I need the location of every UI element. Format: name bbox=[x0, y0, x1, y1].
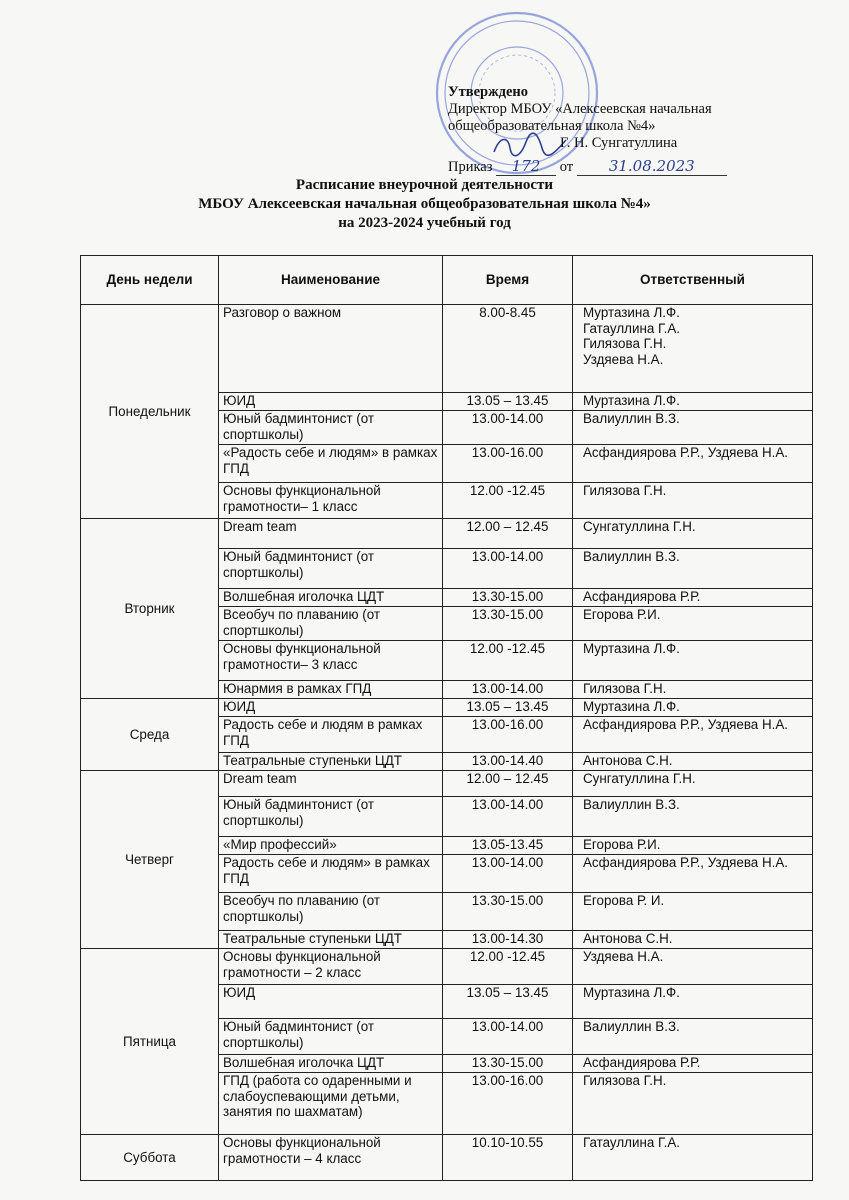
time-cell: 13.00-14.00 bbox=[443, 855, 573, 893]
table-header-row bbox=[81, 256, 813, 305]
activity-name-cell: Юный бадминтонист (от спортшколы) bbox=[219, 549, 443, 589]
activity-name-cell: Основы функциональной грамотности– 1 класс bbox=[219, 483, 443, 519]
responsible-cell: Егорова Р. И. bbox=[573, 893, 813, 931]
responsible-cell: Муртазина Л.Ф. bbox=[573, 641, 813, 681]
time-cell: 13.00-14.40 bbox=[443, 753, 573, 771]
activity-name-cell: Театральные ступеньки ЦДТ bbox=[219, 753, 443, 771]
time-cell: 13.00-14.00 bbox=[443, 797, 573, 837]
approval-title: Утверждено bbox=[448, 84, 528, 100]
order-number: 172 bbox=[496, 158, 556, 176]
activity-name-cell: ГПД (работа со одаренными и слабоуспевающими детьми, занятия по шахматам) bbox=[219, 1073, 443, 1135]
column-header-time: Время bbox=[443, 256, 573, 305]
day-cell: Вторник bbox=[81, 519, 219, 699]
day-cell: Суббота bbox=[81, 1135, 219, 1181]
table-row bbox=[81, 1135, 813, 1181]
time-cell: 13.30-15.00 bbox=[443, 607, 573, 641]
time-cell: 13.00-14.00 bbox=[443, 549, 573, 589]
responsible-cell: Гилязова Г.Н. bbox=[573, 483, 813, 519]
time-cell: 13.05 – 13.45 bbox=[443, 393, 573, 411]
title-line-2: МБОУ Алексеевская начальная общеобразовательная школа №4» bbox=[198, 196, 651, 212]
time-cell: 13.00-16.00 bbox=[443, 1073, 573, 1135]
activity-name-cell: Основы функциональной грамотности– 3 класс bbox=[219, 641, 443, 681]
approval-order bbox=[448, 158, 778, 176]
time-cell: 13.05 – 13.45 bbox=[443, 985, 573, 1019]
activity-name-cell: Радость себе и людям в рамках ГПД bbox=[219, 717, 443, 753]
responsible-cell: Егорова Р.И. bbox=[573, 837, 813, 855]
activity-name-cell: Всеобуч по плаванию (от спортшколы) bbox=[219, 893, 443, 931]
approval-block bbox=[448, 84, 778, 176]
day-cell: Пятница bbox=[81, 949, 219, 1135]
responsible-cell: Сунгатуллина Г.Н. bbox=[573, 519, 813, 549]
time-cell: 12.00 -12.45 bbox=[443, 483, 573, 519]
responsible-cell: Муртазина Л.Ф. bbox=[573, 985, 813, 1019]
activity-name-cell: Волшебная иголочка ЦДТ bbox=[219, 1055, 443, 1073]
time-cell: 13.00-14.00 bbox=[443, 1019, 573, 1055]
activity-name-cell: Основы функциональной грамотности – 4 класс bbox=[219, 1135, 443, 1181]
approval-director-name: Г. Н. Сунгатуллина bbox=[560, 135, 678, 151]
column-header-day: День недели bbox=[81, 256, 219, 305]
responsible-cell: Антонова С.Н. bbox=[573, 931, 813, 949]
responsible-cell: Егорова Р.И. bbox=[573, 607, 813, 641]
day-cell: Среда bbox=[81, 699, 219, 771]
responsible-cell: Гилязова Г.Н. bbox=[573, 681, 813, 699]
responsible-cell: Валиуллин В.З. bbox=[573, 797, 813, 837]
approval-line-1: Директор МБОУ «Алексеевская начальная bbox=[448, 101, 712, 117]
order-label: Приказ bbox=[448, 159, 493, 175]
time-cell: 12.00 – 12.45 bbox=[443, 771, 573, 797]
responsible-cell: Асфандиярова Р.Р., Уздяева Н.А. bbox=[573, 445, 813, 483]
responsible-cell: Асфандиярова Р.Р. bbox=[573, 1055, 813, 1073]
activity-name-cell: Dream team bbox=[219, 519, 443, 549]
responsible-cell: Сунгатуллина Г.Н. bbox=[573, 771, 813, 797]
activity-name-cell: Разговор о важном bbox=[219, 305, 443, 393]
activity-name-cell: Театральные ступеньки ЦДТ bbox=[219, 931, 443, 949]
table-row bbox=[81, 771, 813, 797]
title-line-3: на 2023-2024 учебный год bbox=[338, 215, 511, 231]
activity-name-cell: Юный бадминтонист (от спортшколы) bbox=[219, 1019, 443, 1055]
activity-name-cell: Радость себе и людям» в рамках ГПД bbox=[219, 855, 443, 893]
activity-name-cell: «Мир профессий» bbox=[219, 837, 443, 855]
time-cell: 13.00-14.00 bbox=[443, 681, 573, 699]
activity-name-cell: Юный бадминтонист (от спортшколы) bbox=[219, 411, 443, 445]
time-cell: 13.00-16.00 bbox=[443, 445, 573, 483]
column-header-name: Наименование bbox=[219, 256, 443, 305]
time-cell: 12.00 -12.45 bbox=[443, 949, 573, 985]
activity-name-cell: Юный бадминтонист (от спортшколы) bbox=[219, 797, 443, 837]
responsible-cell: Муртазина Л.Ф. bbox=[573, 699, 813, 717]
time-cell: 12.00 -12.45 bbox=[443, 641, 573, 681]
table-row bbox=[81, 519, 813, 549]
table-row bbox=[81, 305, 813, 393]
activity-name-cell: Всеобуч по плаванию (от спортшколы) bbox=[219, 607, 443, 641]
time-cell: 13.05 – 13.45 bbox=[443, 699, 573, 717]
table-row bbox=[81, 699, 813, 717]
day-cell: Понедельник bbox=[81, 305, 219, 519]
responsible-cell: Антонова С.Н. bbox=[573, 753, 813, 771]
time-cell: 8.00-8.45 bbox=[443, 305, 573, 393]
time-cell: 13.00-16.00 bbox=[443, 717, 573, 753]
day-cell: Четверг bbox=[81, 771, 219, 949]
activity-name-cell: ЮИД bbox=[219, 393, 443, 411]
responsible-cell: Муртазина Л.Ф. Гатауллина Г.А. Гилязова Г.Н. Уздяева Н.А. bbox=[573, 305, 813, 393]
document-title bbox=[0, 176, 849, 233]
responsible-cell: Валиуллин В.З. bbox=[573, 411, 813, 445]
activity-name-cell: ЮИД bbox=[219, 699, 443, 717]
schedule-table bbox=[80, 255, 813, 1181]
title-line-1: Расписание внеурочной деятельности bbox=[295, 177, 554, 193]
time-cell: 12.00 – 12.45 bbox=[443, 519, 573, 549]
activity-name-cell: Волшебная иголочка ЦДТ bbox=[219, 589, 443, 607]
responsible-cell: Валиуллин В.З. bbox=[573, 549, 813, 589]
approval-line-2: общеобразовательная школа №4» bbox=[448, 118, 656, 134]
responsible-cell: Асфандиярова Р.Р., Уздяева Н.А. bbox=[573, 855, 813, 893]
activity-name-cell: ЮИД bbox=[219, 985, 443, 1019]
time-cell: 13.30-15.00 bbox=[443, 1055, 573, 1073]
table-row bbox=[81, 949, 813, 985]
time-cell: 13.30-15.00 bbox=[443, 893, 573, 931]
responsible-cell: Уздяева Н.А. bbox=[573, 949, 813, 985]
activity-name-cell: Юнармия в рамках ГПД bbox=[219, 681, 443, 699]
time-cell: 10.10-10.55 bbox=[443, 1135, 573, 1181]
responsible-cell: Асфандиярова Р.Р. bbox=[573, 589, 813, 607]
responsible-cell: Гатауллина Г.А. bbox=[573, 1135, 813, 1181]
time-cell: 13.00-14.30 bbox=[443, 931, 573, 949]
activity-name-cell: Dream team bbox=[219, 771, 443, 797]
responsible-cell: Муртазина Л.Ф. bbox=[573, 393, 813, 411]
activity-name-cell: Основы функциональной грамотности – 2 класс bbox=[219, 949, 443, 985]
responsible-cell: Асфандиярова Р.Р., Уздяева Н.А. bbox=[573, 717, 813, 753]
time-cell: 13.05-13.45 bbox=[443, 837, 573, 855]
responsible-cell: Гилязова Г.Н. bbox=[573, 1073, 813, 1135]
order-date: 31.08.2023 bbox=[577, 158, 727, 176]
activity-name-cell: «Радость себе и людям» в рамках ГПД bbox=[219, 445, 443, 483]
time-cell: 13.00-14.00 bbox=[443, 411, 573, 445]
responsible-cell: Валиуллин В.З. bbox=[573, 1019, 813, 1055]
time-cell: 13.30-15.00 bbox=[443, 589, 573, 607]
column-header-responsible: Ответственный bbox=[573, 256, 813, 305]
order-from: от bbox=[559, 159, 574, 175]
